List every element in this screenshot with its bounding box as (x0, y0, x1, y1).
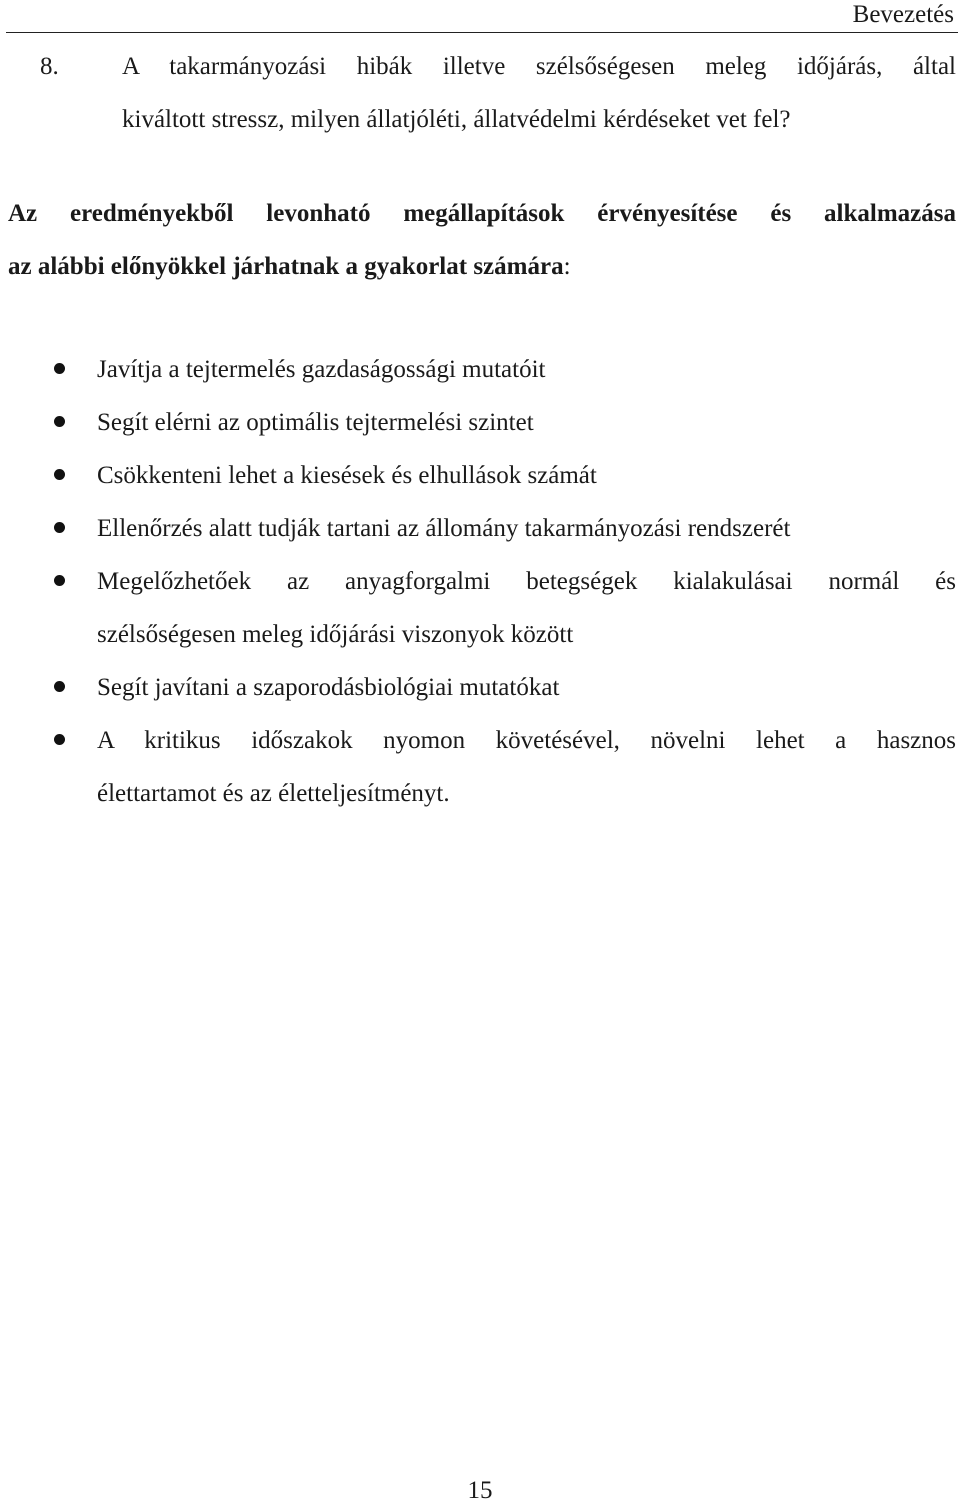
question-line-2: kiváltott stressz, milyen állatjóléti, állatvédelmi kérdéseket vet fel? (122, 106, 791, 133)
bullet-icon (54, 734, 65, 745)
bullet-icon (54, 522, 65, 533)
question-number: 8. (40, 53, 59, 80)
summary-line-2 (8, 240, 956, 293)
question-text (122, 40, 956, 146)
page-number: 15 (467, 1477, 493, 1504)
list-item-text-continued: élettartamot és az életteljesítményt. (97, 780, 450, 807)
question-line-1: A takarmányozási hibák illetve szélsőségesen meleg időjárás, által (122, 53, 956, 80)
bullet-icon (54, 575, 65, 586)
benefit-list (0, 343, 960, 820)
question-item (40, 40, 956, 146)
list-item-text: Ellenőrzés alatt tudják tartani az állomány takarmányozási rendszerét (97, 515, 791, 542)
bullet-icon (54, 681, 65, 692)
list-item-text: Segít javítani a szaporodásbiológiai mutatókat (97, 674, 560, 701)
list-item (0, 502, 960, 555)
summary-line-1: Az eredményekből levonható megállapítások érvényesítése és alkalmazása (8, 200, 956, 227)
list-item-text: Segít elérni az optimális tejtermelési szintet (97, 409, 534, 436)
summary-line-2-text: az alábbi előnyökkel járhatnak a gyakorlat számára (8, 253, 564, 280)
list-item (0, 714, 960, 820)
running-header: Bevezetés (852, 1, 954, 28)
summary-paragraph (8, 187, 956, 293)
list-item (0, 343, 960, 396)
list-item (0, 661, 960, 714)
list-item-text-continued: szélsőségesen meleg időjárási viszonyok között (97, 621, 574, 648)
list-item (0, 449, 960, 502)
list-item (0, 555, 960, 661)
list-item-text: Csökkenteni lehet a kiesések és elhullások számát (97, 462, 597, 489)
list-item-text: Megelőzhetőek az anyagforgalmi betegségek kialakulásai normál és (97, 568, 956, 595)
list-item-text: Javítja a tejtermelés gazdaságossági mutatóit (97, 356, 546, 383)
bullet-icon (54, 363, 65, 374)
list-item (0, 396, 960, 449)
header-rule (6, 32, 958, 33)
list-item-text: A kritikus időszakok nyomon követésével, növelni lehet a hasznos (97, 727, 956, 754)
summary-colon: : (563, 253, 571, 280)
bullet-icon (54, 416, 65, 427)
bullet-icon (54, 469, 65, 480)
